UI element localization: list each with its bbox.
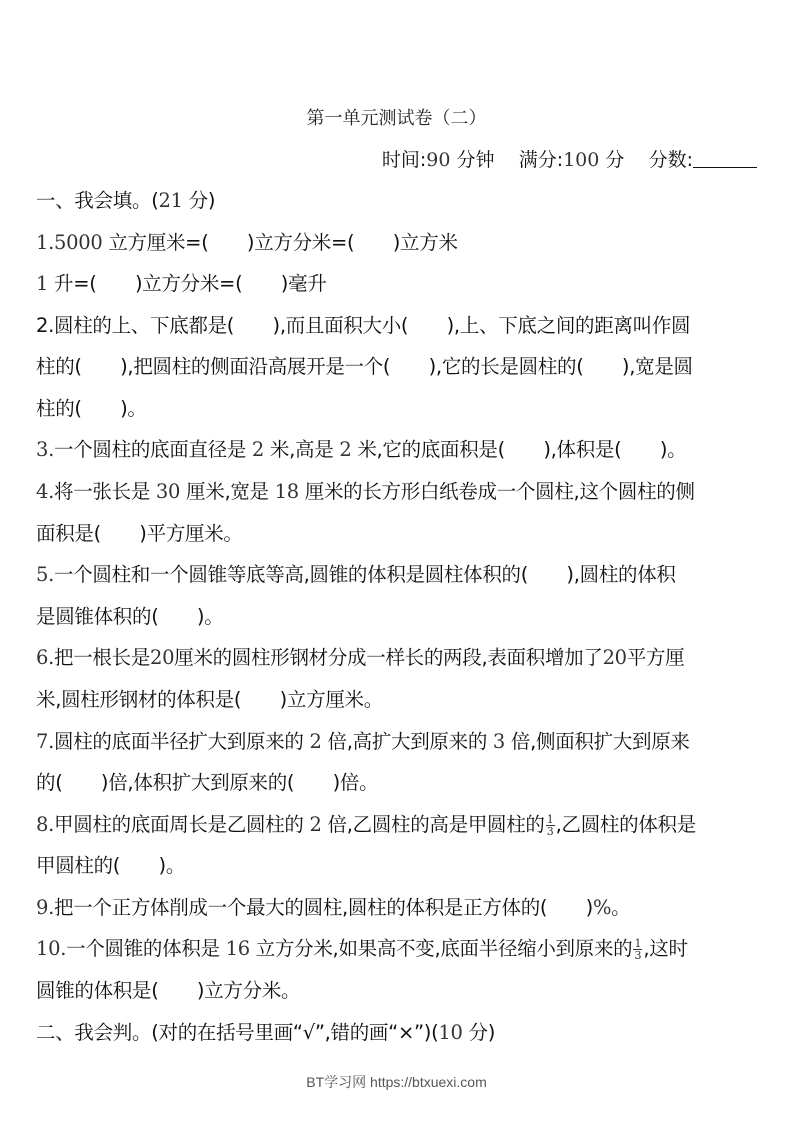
full-score-unit: 分 [605, 149, 625, 171]
question-number: 8. [36, 813, 55, 836]
number-value: 20 [602, 646, 627, 669]
fraction-one-third [633, 938, 642, 961]
question-4-line-1 [36, 479, 695, 505]
footer-watermark: BT学习网 https://btxuexi.com [306, 1074, 487, 1090]
section-1-points-suffix: 分) [182, 189, 216, 212]
question-5-line-1 [36, 562, 676, 588]
question-text: 一个圆柱和一个圆锥等底等高,圆锥的体积是圆柱体积的( ),圆柱的体积 [54, 563, 676, 586]
question-number: 6. [36, 646, 55, 669]
question-text: 倍,侧面积扩大到原来 [505, 730, 690, 753]
number-value: 2 [309, 730, 322, 753]
number-value: 3 [492, 730, 506, 753]
question-text: 厘米的长方形白纸卷成一个圆柱,这个圆柱的侧 [298, 480, 695, 503]
section-1-text: 一、我会填。( [36, 189, 159, 212]
section-2-text: 二、我会判。(对的在括号里画“√”,错的画“×”)( [36, 1021, 439, 1044]
question-text: 。 [611, 896, 631, 919]
question-text: 一个圆锥的体积是 [66, 937, 226, 960]
question-text: 米,它的底面积是( ),体积是( )。 [351, 438, 687, 461]
question-text: 把一个正方体削成一个最大的圆柱,圆柱的体积是正方体的( ) [54, 896, 593, 919]
question-text: 一个圆柱的底面直径是 [54, 438, 252, 461]
fraction-denominator: 3 [546, 825, 554, 838]
number-value: 5000 [54, 231, 103, 254]
question-1-line-1 [36, 230, 458, 256]
number-value: 2 [339, 438, 352, 461]
question-3 [36, 437, 686, 463]
question-text: ,这时 [643, 937, 688, 960]
question-text: 平方厘 [626, 646, 685, 669]
question-8-line-2: 甲圆柱的( )。 [36, 854, 186, 877]
question-text: 厘米,宽是 [180, 480, 275, 503]
question-2-line-2: 柱的( ),把圆柱的侧面沿高展开是一个( ),它的长是圆柱的( ),宽是圆 [36, 355, 693, 378]
question-text: 甲圆柱的底面周长是乙圆柱的 [54, 813, 310, 836]
question-number: 4. [36, 480, 55, 503]
score-label: 分数: [648, 149, 693, 171]
question-2-line-1: 2.圆柱的上、下底都是( ),而且面积大小( ),上、下底之间的距离叫作圆 [36, 314, 691, 337]
time-label: 时间: [381, 149, 427, 171]
question-number: 10. [36, 937, 67, 960]
number-value: 18 [274, 480, 299, 503]
number-value: 16 [225, 937, 250, 960]
question-10-line-1 [36, 936, 688, 962]
question-number: 3. [36, 438, 55, 461]
section-2-points-suffix: 分) [462, 1021, 496, 1044]
question-9 [36, 895, 630, 921]
question-7-line-2: 的( )倍,体积扩大到原来的( )倍。 [36, 771, 379, 794]
page-title: 第一单元测试卷（二） [306, 108, 487, 129]
fraction-numerator: 1 [546, 813, 554, 826]
time-value: 90 [426, 149, 451, 171]
question-1-line-2 [36, 271, 327, 297]
question-text: 米,高是 [264, 438, 340, 461]
question-text: 圆柱的底面半径扩大到原来的 [54, 730, 310, 753]
question-number: 5. [36, 563, 55, 586]
section-1-points: 21 [158, 189, 183, 212]
question-6-line-2: 米,圆柱形钢材的体积是( )立方厘米。 [36, 688, 383, 711]
question-number: 1. [36, 231, 55, 254]
question-8-line-1 [36, 812, 696, 838]
time-unit: 分钟 [456, 149, 495, 171]
number-value: 30 [155, 480, 181, 503]
full-score-value: 100 [563, 149, 600, 171]
question-2-line-3: 柱的( )。 [36, 397, 147, 420]
question-10-line-2: 圆锥的体积是( )立方分米。 [36, 979, 301, 1002]
number-value: 20 [150, 646, 175, 669]
fraction-denominator: 3 [634, 949, 642, 962]
question-number: 7. [36, 730, 55, 753]
question-7-line-1 [36, 729, 690, 755]
question-5-line-2: 是圆锥体积的( )。 [36, 605, 224, 628]
exam-info [382, 145, 757, 172]
fraction-numerator: 1 [634, 937, 642, 950]
question-text: 倍,高扩大到原来的 [321, 730, 493, 753]
number-value: 1 [36, 272, 49, 295]
question-text: 立方厘米=( )立方分米=( )立方米 [102, 231, 458, 254]
question-4-line-2: 面积是( )平方厘米。 [36, 522, 243, 545]
section-2-heading [36, 1020, 495, 1046]
question-text: ,乙圆柱的体积是 [555, 813, 696, 836]
question-text: 将一张长是 [54, 480, 156, 503]
question-text: 厘米的圆柱形钢材分成一样长的两段,表面积增加了 [174, 646, 603, 669]
question-6-line-1 [36, 645, 684, 671]
question-number: 9. [36, 896, 55, 919]
section-1-heading [36, 188, 215, 214]
question-text: 倍,乙圆柱的高是甲圆柱的 [321, 813, 545, 836]
full-score-label: 满分: [518, 149, 564, 171]
question-text: 升=( )立方分米=( )毫升 [48, 272, 327, 295]
number-value: 2 [251, 438, 265, 461]
question-text: 立方分米,如果高不变,底面半径缩小到原来的 [249, 937, 633, 960]
fraction-one-third [546, 814, 555, 837]
percent-sign: % [592, 896, 612, 919]
question-text: 把一根长是 [54, 646, 151, 669]
score-blank[interactable] [693, 149, 757, 168]
section-2-points: 10 [438, 1021, 463, 1044]
number-value: 2 [309, 813, 322, 836]
